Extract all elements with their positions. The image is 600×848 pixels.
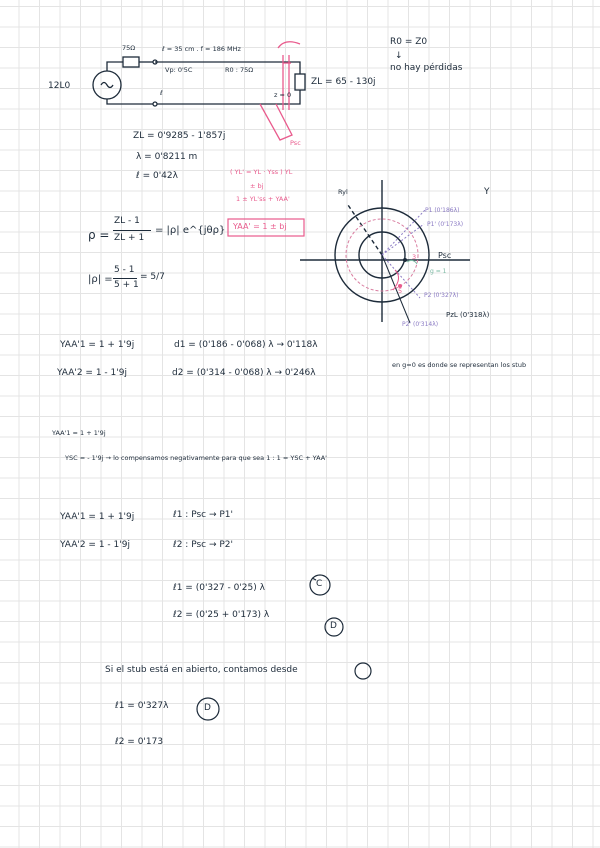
rho-magnitude-den: 5 + 1 [114,280,139,290]
zl-normalized: ZL = 0'9285 - 1'857j [133,131,226,141]
velocity-label: Vp: 0'5C [165,66,193,74]
open-l1: ℓ1 = 0'327λ [115,701,169,711]
yaa1-eq: YAA'1 = 1 + 1'9j [60,340,135,350]
impedance-r0-label: R0 : 75Ω [225,66,254,74]
stub-l2-path: ℓ2 : Psc → P2' [173,540,233,550]
pink-eq-3: 1 ± YL'ss + YAA' [236,195,290,203]
rho-lhs: ρ = [88,228,110,242]
rho-magnitude-lhs: |ρ| = [88,274,113,285]
p1-prime-label: P1' (0'173λ) [427,221,464,228]
rho-magnitude-rhs: = 5/7 [140,272,165,282]
stub-l1-path: ℓ1 : Psc → P1' [173,510,233,520]
p1-label: P1 (0'186λ) [425,207,460,214]
open-stub-text: Si el stub está en abierto, contamos desde [105,665,298,675]
down-arrow: ↓ [395,51,403,61]
open-l2: ℓ2 = 0'173 [115,737,164,747]
y-axis-label: Y [484,187,490,197]
mark-5: 5 [398,287,403,295]
circled-marks [197,575,371,720]
smith-chart-annotations [346,210,425,323]
length-value: ℓ = 0'42λ [136,171,178,181]
open-mark-d: D [204,703,211,713]
rho-fraction-bar [113,230,151,231]
lambda-value: λ = 0'8211 m [136,152,198,162]
d2-eq: d2 = (0'314 - 0'068) λ → 0'246λ [172,368,316,378]
resistor-label: 75Ω [122,44,136,52]
mark-d: D [330,621,337,631]
z0-marker: z = 0 [274,91,292,99]
load-impedance-label: ZL = 65 - 130j [311,77,376,87]
line-params: ℓ = 35 cm . f = 186 MHz [162,45,241,53]
stub-l2-value: ℓ2 = (0'25 + 0'173) λ [173,610,270,620]
psc-label: Psc [438,251,452,260]
stub-yaa2: YAA'2 = 1 - 1'9j [60,540,130,550]
stub-l1-value: ℓ1 = (0'327 - 0'25) λ [173,583,265,593]
p2-prime-label: P2' (0'314λ) [402,321,439,328]
g1-label: g = 1 [430,268,447,275]
yaa2-eq: YAA'2 = 1 - 1'9j [57,368,127,378]
no-losses-note: no hay pérdidas [390,63,463,73]
pink-boxed-eq: YAA' = 1 ± bj [233,222,287,231]
rho-numerator: ZL - 1 [114,216,140,226]
rho-magnitude-bar [113,278,137,279]
d1-eq: d1 = (0'186 - 0'068) λ → 0'118λ [174,340,318,350]
stub-note: en g=0 es donde se representan los stub [392,361,527,369]
rho-rhs: = |ρ| e^{jθρ} [155,225,226,236]
rho-denominator: ZL + 1 [114,233,145,243]
source-label: 12L0 [48,81,71,91]
pink-eq-1: ( YL' = YL · Yss ) YL [230,168,293,176]
ryl-label: Ryl [338,188,348,196]
p2-label: P2 (0'327λ) [424,292,459,299]
mark-c: C [316,579,323,589]
length-label: ℓ [160,89,163,97]
rsc-label: Psc [290,139,301,147]
mark-3: 3 [412,253,417,261]
comp-line-1: YAA'1 = 1 + 1'9j [52,429,106,437]
pzl-label: PzL (0'318λ) [446,311,490,319]
pink-eq-2: ± bj [250,182,264,190]
comp-line-2: YSC = - 1'9j → lo compensamos negativamente para que sea 1 : 1 = YSC + YAA' [65,454,327,462]
stub-yaa1: YAA'1 = 1 + 1'9j [60,512,135,522]
rho-magnitude-num: 5 - 1 [114,265,135,275]
r0-equals-z0: R0 = Z0 [390,37,428,47]
